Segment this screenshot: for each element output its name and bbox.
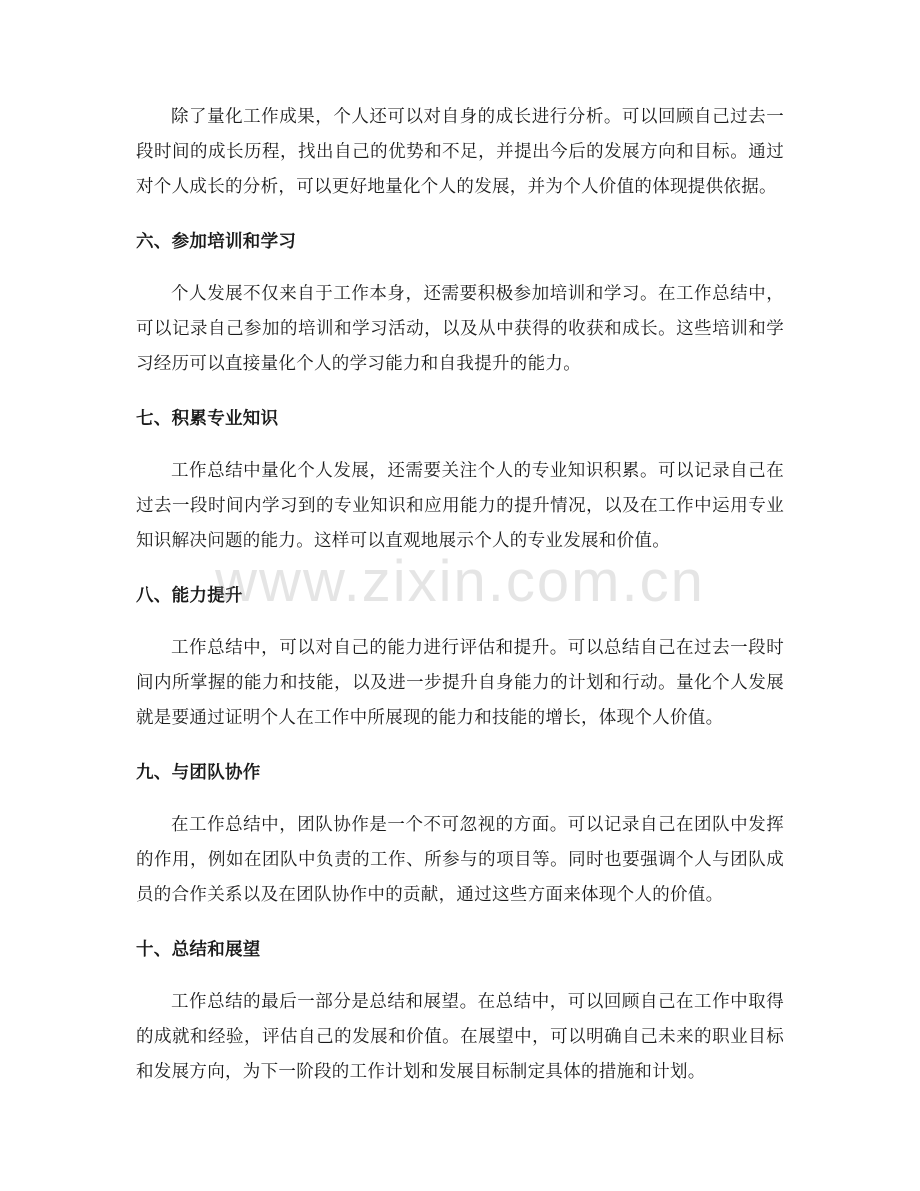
- section-heading: 八、能力提升: [136, 586, 243, 606]
- section-paragraph: 在工作总结中，团队协作是一个不可忽视的方面。可以记录自己在团队中发挥的作用，例如在团队中负责的工作、所参与的项目等。同时也要强调个人与团队成员的合作关系以及在团队协作中的贡献，通过这些方面来体现个人的价值。: [136, 815, 784, 905]
- section-7: [136, 404, 784, 559]
- section-9: [136, 758, 784, 913]
- section-paragraph: 工作总结中量化个人发展，还需要关注个人的专业知识积累。可以记录自己在过去一段时间内学习到的专业知识和应用能力的提升情况，以及在工作中运用专业知识解决问题的能力。这样可以直观地展示个人的专业发展和价值。: [136, 461, 784, 551]
- section-heading: 七、积累专业知识: [136, 409, 279, 429]
- section-paragraph: 工作总结的最后一部分是总结和展望。在总结中，可以回顾自己在工作中取得的成就和经验，评估自己的发展和价值。在展望中，可以明确自己未来的职业目标和发展方向，为下一阶段的工作计划和发展目标制定具体的措施和计划。: [136, 992, 784, 1082]
- watermark: www.zixin.com.cn: [215, 549, 705, 614]
- section-paragraph: 工作总结中，可以对自己的能力进行评估和提升。可以总结自己在过去一段时间内所掌握的能力和技能，以及进一步提升自身能力的计划和行动。量化个人发展就是要通过证明个人在工作中所展现的能力和技能的增长，体现个人价值。: [136, 638, 784, 728]
- section-heading: 九、与团队协作: [136, 763, 261, 783]
- section-10: [136, 935, 784, 1090]
- section-6: [136, 227, 784, 382]
- document-body: [136, 100, 784, 1090]
- section-heading: 六、参加培训和学习: [136, 232, 297, 252]
- section-paragraph: 个人发展不仅来自于工作本身，还需要积极参加培训和学习。在工作总结中，可以记录自己参加的培训和学习活动，以及从中获得的收获和成长。这些培训和学习经历可以直接量化个人的学习能力和自我提升的能力。: [136, 284, 784, 374]
- section-8: [136, 581, 784, 736]
- section-heading: 十、总结和展望: [136, 940, 261, 960]
- intro-paragraph: 除了量化工作成果，个人还可以对自身的成长进行分析。可以回顾自己过去一段时间的成长历程，找出自己的优势和不足，并提出今后的发展方向和目标。通过对个人成长的分析，可以更好地量化个人的发展，并为个人价值的体现提供依据。: [136, 107, 784, 197]
